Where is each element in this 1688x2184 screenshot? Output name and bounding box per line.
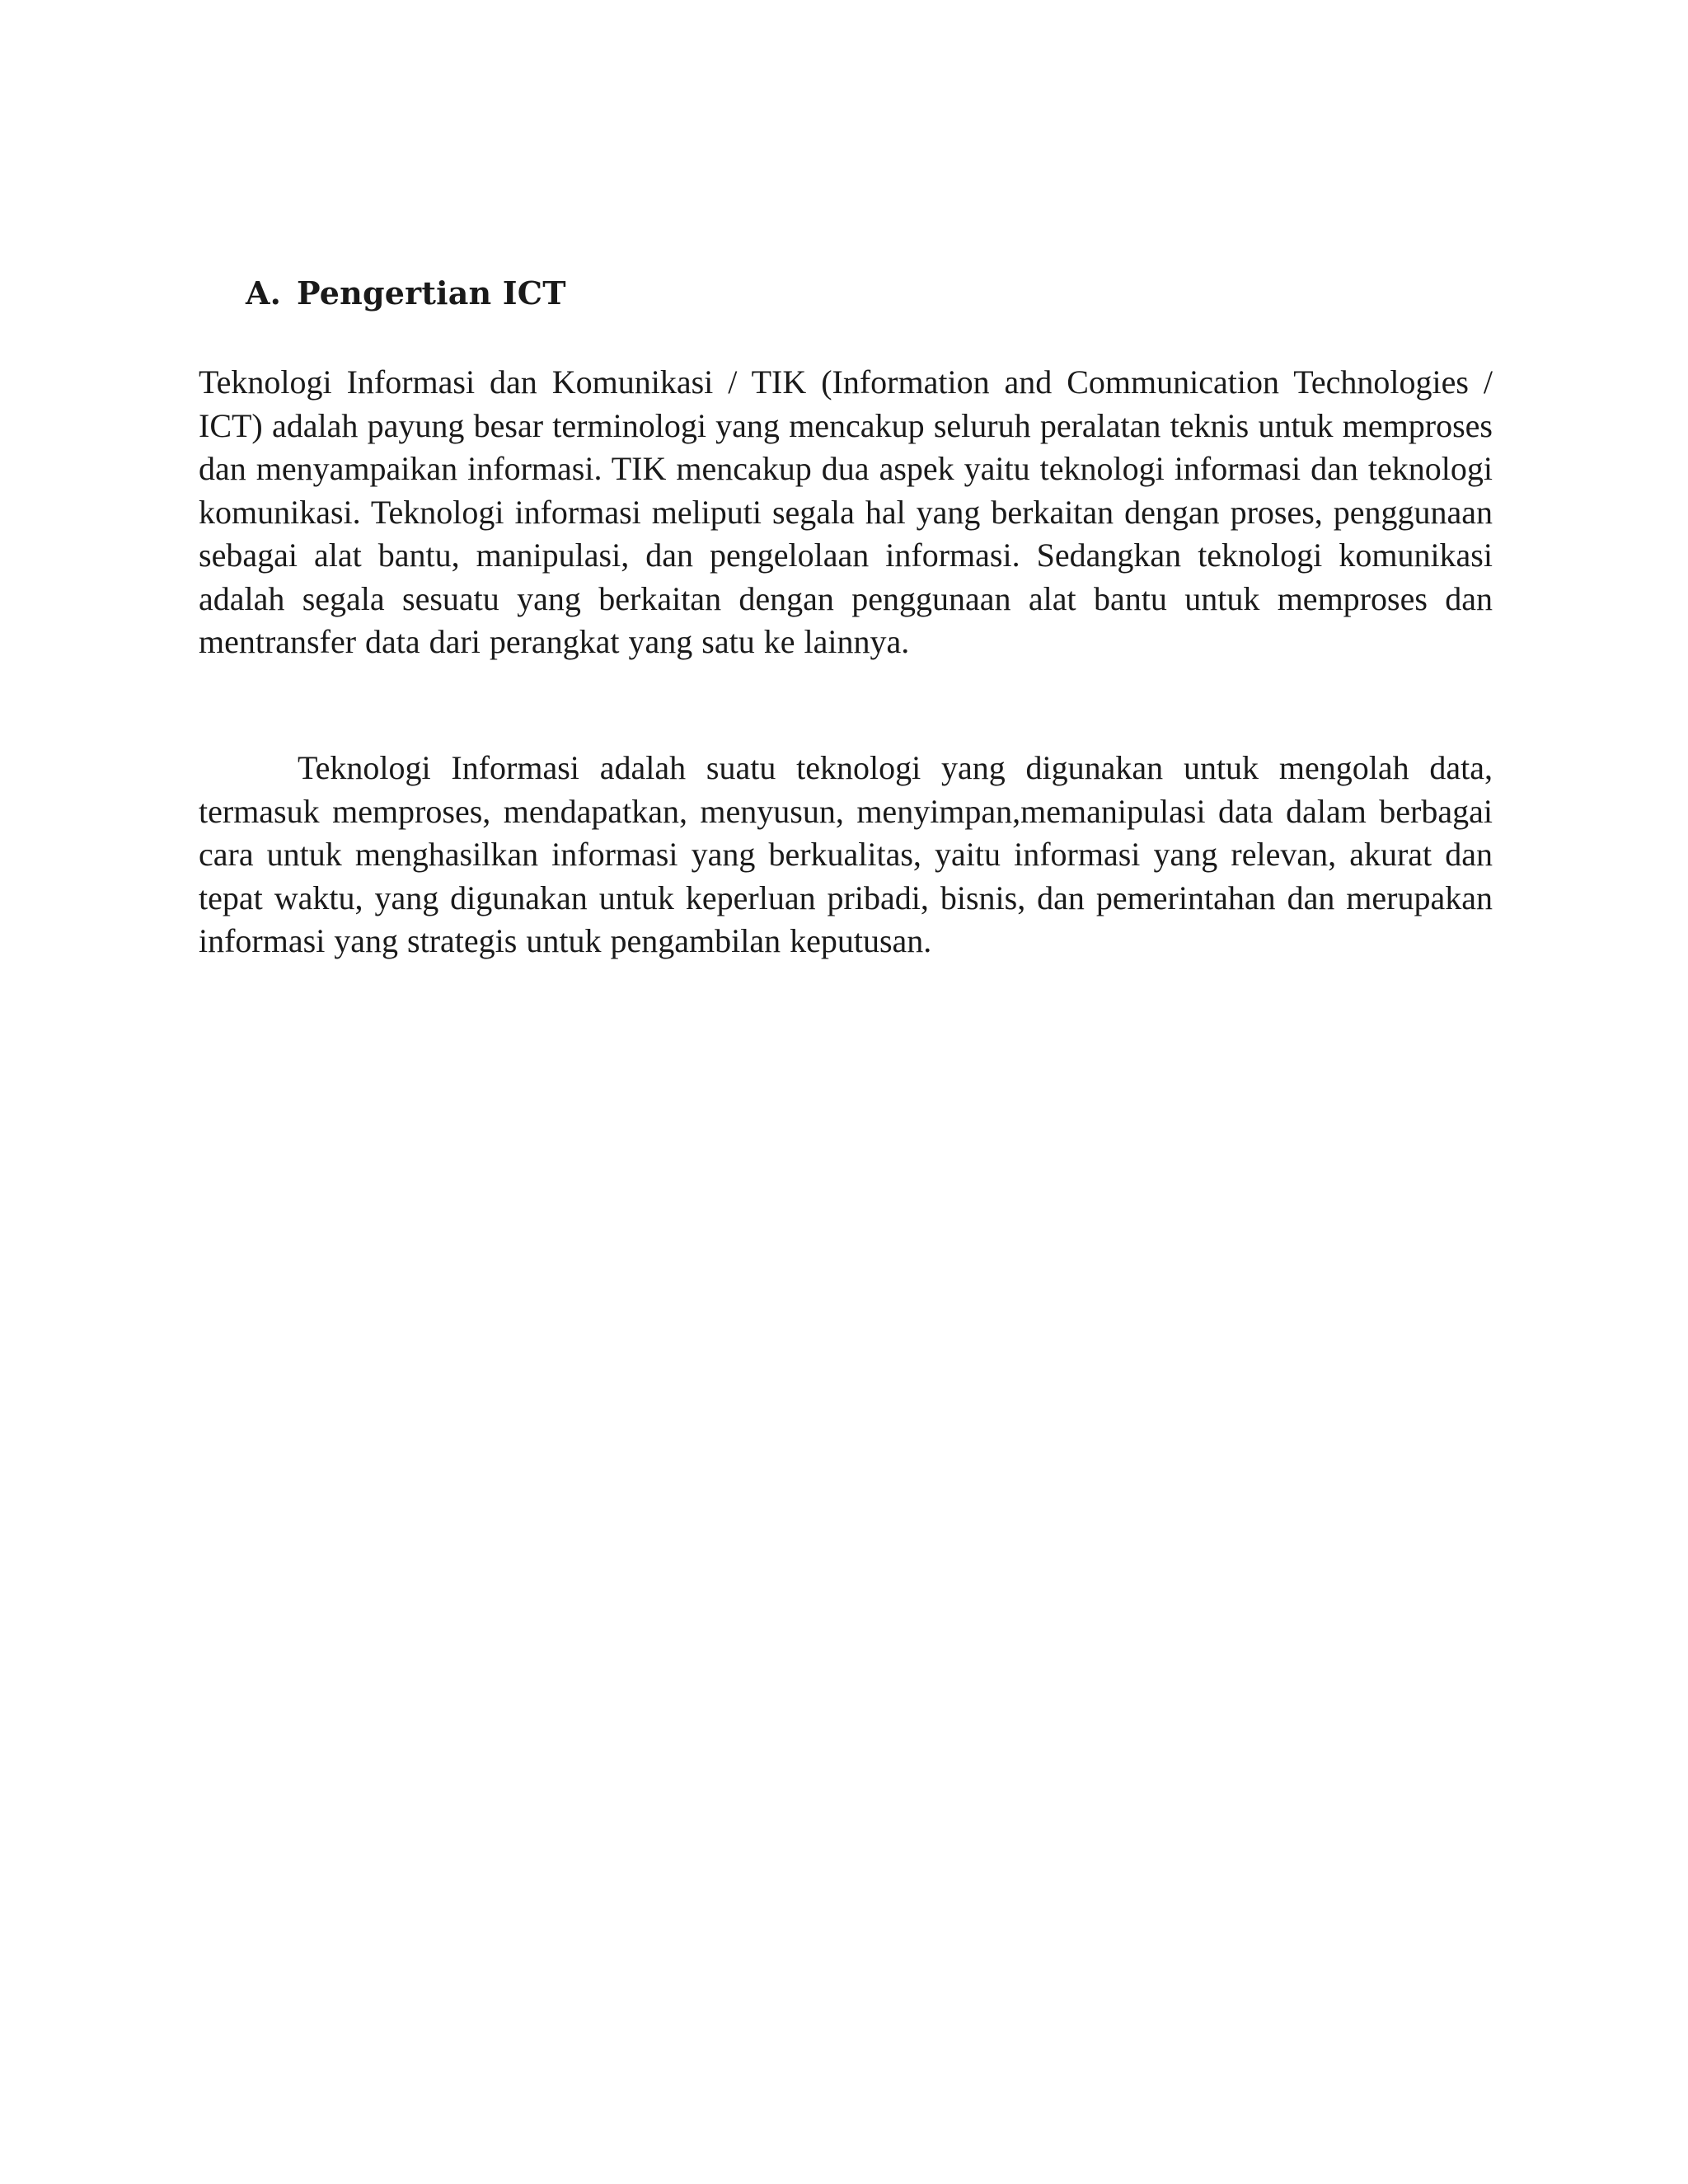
paragraph-2: Teknologi Informasi adalah suatu teknologi yang digunakan untuk mengolah data, termasuk memproses, mendapatkan, menyusun, menyimpan,memanipulasi data dalam berbagai cara untuk menghasilkan informasi yang berkualitas, yaitu informasi yang relevan, akurat dan tepat waktu, yang digunakan untuk keperluan pribadi, bisnis, dan pemerintahan dan merupakan informasi yang strategis untuk pengambilan keputusan. [199, 749, 1493, 959]
section-heading [246, 270, 566, 316]
section-title: Pengertian ICT [297, 274, 566, 312]
section-marker: A. [246, 274, 282, 312]
paragraph-1: Teknologi Informasi dan Komunikasi / TIK (Information and Communication Technologies / ICT) adalah payung besar terminologi yang mencakup seluruh peralatan teknis untuk memproses dan menyampaikan informasi. TIK mencakup dua aspek yaitu teknologi informasi dan teknologi komunikasi. Teknologi informasi meliputi segala hal yang berkaitan dengan proses, penggunaan sebagai alat bantu, manipulasi, dan pengelolaan informasi. Sedangkan teknologi komunikasi adalah segala sesuatu yang berkaitan dengan penggunaan alat bantu untuk memproses dan mentransfer data dari perangkat yang satu ke lainnya. [199, 363, 1493, 660]
